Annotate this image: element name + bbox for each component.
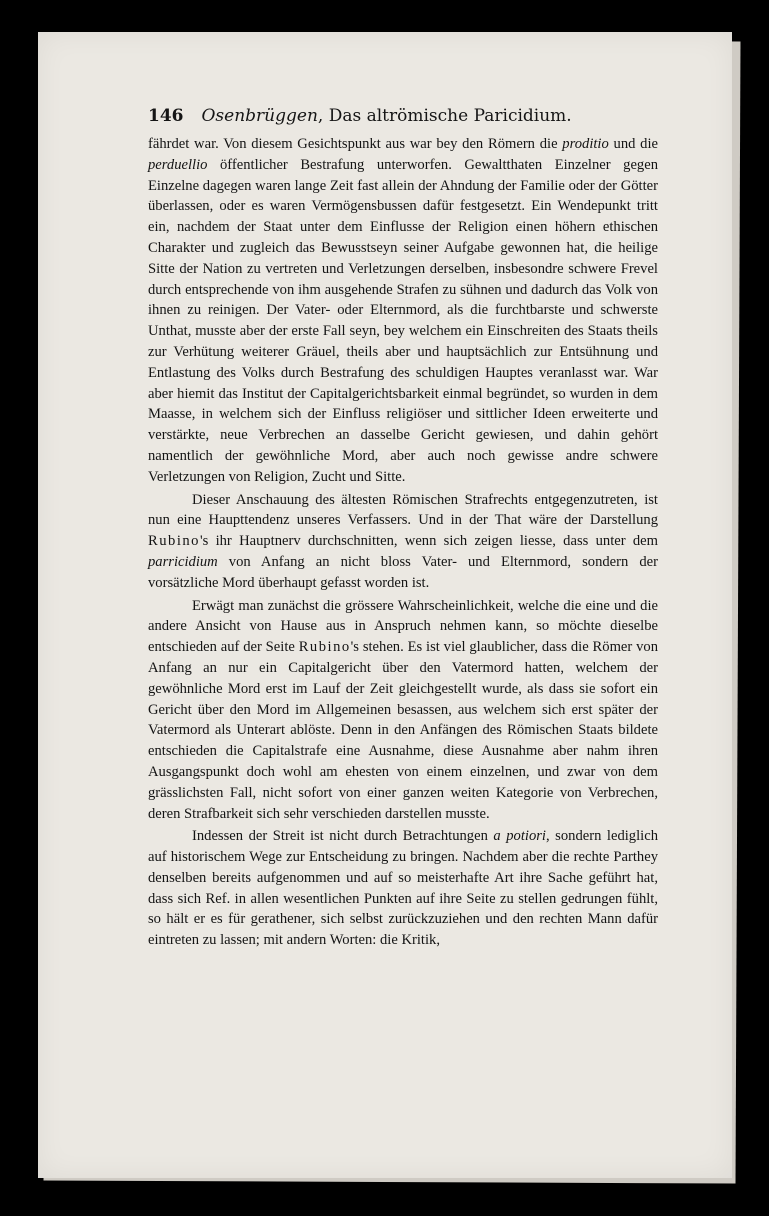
- paragraph: [148, 490, 658, 594]
- running-title: , Das altrömische Paricidium.: [317, 106, 572, 126]
- text-run: fährdet war. Von diesem Gesichtspunkt aus war bey den Römern die: [148, 136, 563, 152]
- text-run: öffentlicher Bestrafung unterworfen. Gewaltthaten Einzelner gegen Einzelne dagegen waren lange Zeit fast allein der Ahndung der Familie oder der Götter überlassen, oder es waren Vermögensbussen dafür festgesetzt. Ein Wendepunkt tritt ein, nachdem der Staat unter dem Einflusse der Religion einen höhern ethischen Charakter und zugleich das Bewusstseyn seiner Aufgabe gewonnen hat, die heilige Sitte der Nation zu vertreten und Verletzungen derselben, insbesondre schwere Frevel durch entsprechende von ihm ausgehende Strafen zu sühnen und dadurch das Volk von ihnen zu reinigen. Der Vater- oder Elternmord, als die furchtbarste und schwerste Unthat, musste aber der erste Fall seyn, bey welchem ein Einschreiten des Staats theils zur Verhütung weiterer Gräuel, theils aber und hauptsächlich zur Entsühnung und Entlastung des Volks durch Bestrafung des schuldigen Hauptes veranlasst war. War aber hiemit das Institut der Capitalgerichtsbarkeit einmal begründet, so wurden in dem Maasse, in welchem sich der Einfluss religiöser und sittlicher Ideen erweiterte und verstärkte, neue Verbrechen an dasselbe Gericht gewiesen, und dahin gehört namentlich der gewöhnliche Mord, aber auch noch gewisse andre schwere Verletzungen von Religion, Zucht und Sitte.: [148, 156, 658, 485]
- text-run: Dieser Anschauung des ältesten Römischen Strafrechts entgegenzutreten, ist nun eine Haupttendenz unseres Verfassers. Und in der That wäre der Darstellung: [148, 491, 658, 529]
- italic-term: a potiori: [493, 828, 546, 845]
- paragraph: [148, 826, 658, 951]
- text-run: , sondern lediglich auf historischem Wege zur Entscheidung zu bringen. Nachdem aber die rechte Parthey denselben bereits aufgenommen und auf so meisterhafte Art ihre Sache geführt hat, dass sich Ref. in allen wesentlichen Punkten auf ihre Seite zu stellen gedrungen fühlt, so hält er es für gerathener, sich selbst zurückzuziehen und den rechten Mann dafür eintreten zu lassen; mit andern Worten: die Kritik,: [148, 828, 658, 949]
- running-header: [148, 106, 708, 130]
- text-run: Indessen der Streit ist nicht durch Betrachtungen: [192, 828, 494, 845]
- paragraph: [148, 134, 658, 488]
- text-run: 's ihr Hauptnerv durchschnitten, wenn sich zeigen liesse, dass unter dem: [199, 533, 658, 550]
- text-run: 's stehen. Es ist viel glaublicher, dass die Römer von Anfang an nur ein Capitalgericht über den Vatermord hatten, welchem der gewöhnliche Mord erst im Lauf der Zeit gleichgestellt wurde, als dass sie sofort ein Gericht über den Mord im Allgemeinen besassen, aus welchem sich erst später der Vatermord als Unterart ablöste. Denn in den Anfängen des Römischen Staats bildete entschieden die Capitalstrafe eine Ausnahme, diese Ausnahme aber nahm ihren Ausgangspunkt doch wohl am ehesten von einem einzelnen, und zwar von dem grässlichsten Fall, nicht sofort von einer ganzen weiten Kategorie von Verbrechen, deren Strafbarkeit sich sehr verschieden darstellen musste.: [148, 639, 658, 822]
- spaced-name: Rubino: [298, 639, 351, 656]
- paragraph: [148, 596, 658, 825]
- body-text: [148, 134, 658, 951]
- italic-term: proditio: [562, 136, 609, 152]
- text-run: und die: [608, 136, 658, 152]
- italic-term: parricidium: [148, 553, 218, 570]
- italic-term: perduellio: [148, 156, 208, 173]
- text-run: von Anfang an nicht bloss Vater- und Elternmord, sondern der vorsätzliche Mord überhaupt gefasst worden ist.: [148, 553, 658, 591]
- text-run: Erwägt man zunächst die grössere Wahrscheinlichkeit, welche die eine und die andere Ansicht von Hause aus in Anspruch nehmen kann, so möchte dieselbe entschieden auf der Seite: [148, 597, 658, 656]
- spaced-name: Rubino: [148, 533, 200, 550]
- page-number: 146: [148, 106, 184, 126]
- running-author: Osenbrüggen: [201, 106, 318, 126]
